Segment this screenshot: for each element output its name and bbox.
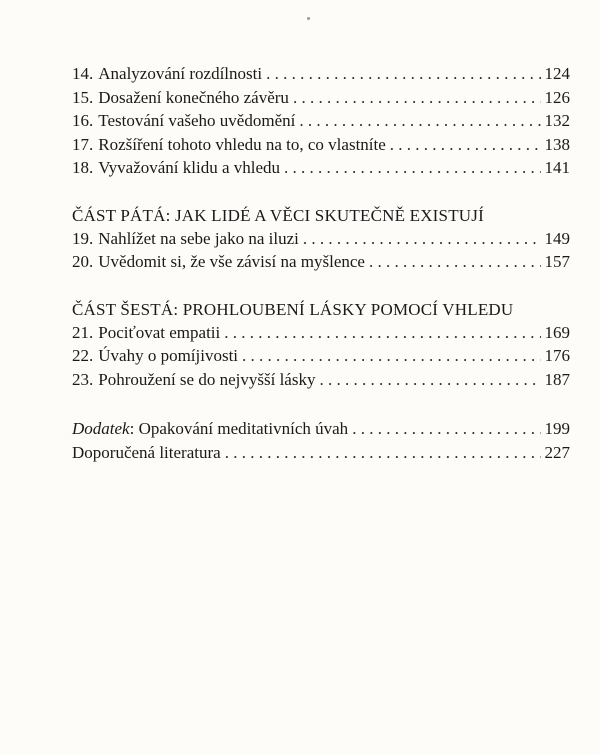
toc-entry-23[interactable] — [72, 368, 570, 392]
entry-page: 141 — [544, 158, 570, 177]
entry-title: Testování vašeho uvědomění — [98, 111, 296, 130]
entry-page: 157 — [544, 252, 570, 271]
dot-leader — [224, 321, 540, 345]
entry-page: 124 — [544, 64, 570, 83]
dot-leader — [369, 250, 541, 274]
entry-page: 132 — [544, 111, 570, 130]
entry-title: Pohroužení se do nejvyšší lásky — [98, 369, 316, 389]
entry-title: Nahlížet na sebe jako na iluzi — [98, 228, 299, 248]
entry-number: 17. — [72, 134, 94, 154]
entry-title: Vyvažování klidu a vhledu — [98, 158, 281, 177]
dot-leader — [293, 86, 541, 110]
appendix-label: Dodatek — [72, 419, 130, 438]
part-heading-5: ČÁST PÁTÁ: JAK LIDÉ A VĚCI SKUTEČNĚ EXISTUJÍ — [72, 205, 484, 225]
dot-leader — [299, 109, 540, 133]
dot-leader — [225, 441, 541, 465]
entry-title — [72, 417, 348, 441]
table-of-contents — [72, 62, 570, 464]
toc-entry-14[interactable] — [72, 62, 570, 86]
dot-leader — [303, 227, 541, 251]
entry-page: 126 — [544, 87, 570, 107]
entry-number: 14. — [72, 64, 94, 83]
entry-title: Uvědomit si, že vše závisí na myšlence — [98, 252, 365, 271]
dot-leader — [266, 62, 540, 86]
entry-number: 20. — [72, 252, 94, 271]
toc-entry-15[interactable] — [72, 86, 570, 110]
part-heading-6: ČÁST ŠESTÁ: PROHLOUBENÍ LÁSKY POMOCÍ VHLEDU — [72, 299, 514, 319]
entry-title: Analyzování rozdílnosti — [98, 64, 263, 83]
dot-leader — [352, 417, 540, 441]
entry-page: 187 — [544, 369, 570, 389]
entry-title: Doporučená literatura — [72, 442, 221, 462]
entry-number: 21. — [72, 322, 94, 342]
entry-page: 227 — [544, 442, 570, 462]
toc-entry-16[interactable] — [72, 109, 570, 133]
entry-number: 19. — [72, 228, 94, 248]
entry-page: 199 — [544, 419, 570, 438]
entry-number: 22. — [72, 346, 94, 365]
dot-leader — [390, 133, 541, 157]
entry-number: 16. — [72, 111, 94, 130]
dot-leader — [319, 368, 540, 392]
toc-entry-appendix[interactable] — [72, 417, 570, 441]
toc-entry-18[interactable] — [72, 156, 570, 180]
toc-entry-19[interactable] — [72, 227, 570, 251]
entry-number: 18. — [72, 158, 94, 177]
entry-title: Rozšíření tohoto vhledu na to, co vlastníte — [98, 134, 386, 154]
toc-entry-21[interactable] — [72, 321, 570, 345]
entry-number: 15. — [72, 87, 94, 107]
entry-number: 23. — [72, 369, 94, 389]
dot-leader — [242, 344, 540, 368]
toc-entry-literature[interactable] — [72, 441, 570, 465]
entry-page: 176 — [544, 346, 570, 365]
entry-title: Pociťovat empatii — [98, 322, 221, 342]
toc-entry-17[interactable] — [72, 133, 570, 157]
entry-page: 138 — [544, 134, 570, 154]
paper-speck — [307, 17, 310, 20]
toc-entry-22[interactable] — [72, 344, 570, 368]
entry-page: 149 — [544, 228, 570, 248]
dot-leader — [284, 156, 540, 180]
entry-title: Dosažení konečného závěru — [98, 87, 289, 107]
entry-page: 169 — [544, 322, 570, 342]
appendix-title: : Opakování meditativních úvah — [129, 419, 349, 438]
entry-title: Úvahy o pomíjivosti — [98, 346, 239, 365]
toc-entry-20[interactable] — [72, 250, 570, 274]
